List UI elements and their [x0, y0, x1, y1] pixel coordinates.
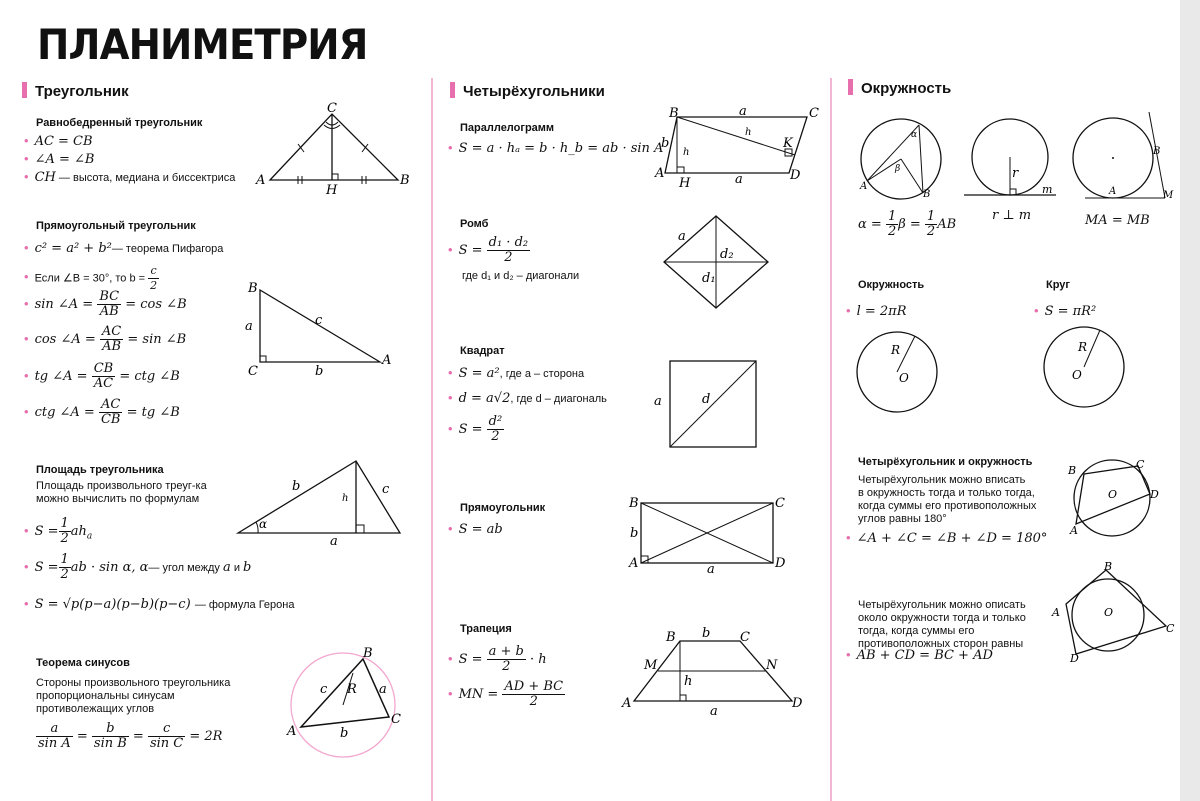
svg-text:a: a — [379, 682, 387, 697]
svg-text:B: B — [666, 630, 676, 645]
svg-text:a: a — [710, 704, 718, 719]
svg-text:B: B — [669, 106, 679, 121]
section-triangle: Треугольник — [22, 82, 129, 100]
rectangle-figure — [625, 495, 795, 575]
svg-text:d₁: d₁ — [702, 271, 716, 286]
trapezoid-title: Трапеция — [460, 623, 512, 635]
formula: • MN = $\frac{AD + BC}{2}$ — [448, 680, 565, 709]
svg-text:D: D — [1150, 488, 1159, 501]
sines-title: Теорема синусов — [36, 657, 130, 669]
svg-text:a: a — [245, 319, 253, 334]
svg-text:b: b — [702, 626, 711, 641]
tangent-figure — [960, 115, 1060, 210]
svg-text:h: h — [683, 147, 690, 158]
svg-text:c: c — [382, 482, 390, 497]
page-edge — [1180, 0, 1200, 801]
svg-text:d: d — [702, 392, 711, 407]
svg-text:A: A — [1052, 606, 1060, 619]
formula: • AC = CB — [24, 133, 93, 149]
svg-text:a: a — [735, 172, 743, 187]
svg-text:C: C — [740, 630, 750, 645]
formula: • sin ∠A = $\frac{BC}{AB}$ = cos ∠B — [24, 290, 187, 319]
svg-text:C: C — [775, 496, 785, 511]
svg-text:B: B — [1068, 464, 1077, 477]
formula: • S = a · hₐ = b · h_b = ab · sin A — [448, 140, 663, 156]
formula: • cos ∠A = $\frac{AC}{AB}$ = sin ∠B — [24, 325, 186, 354]
formula: • S = πR² — [1034, 303, 1096, 319]
inscribed-quad-figure — [1062, 458, 1167, 543]
svg-text:A: A — [287, 724, 297, 739]
svg-text:R: R — [347, 682, 357, 697]
svg-text:O: O — [1072, 368, 1082, 382]
isosceles-triangle-figure — [250, 100, 420, 198]
formula: • S = ab — [448, 521, 503, 537]
svg-text:D: D — [792, 696, 803, 711]
formula: • S = $\frac{\text{d²}}{2}$ — [448, 415, 504, 444]
svg-text:B: B — [363, 646, 373, 661]
formula: • S = $\frac{1}{2}$ $ah_a$ — [24, 517, 92, 546]
svg-text:D: D — [1070, 652, 1079, 665]
svg-text:O: O — [899, 371, 909, 385]
svg-text:C: C — [1136, 458, 1145, 471]
column-divider — [830, 78, 832, 801]
tangent-segments-figure — [1065, 110, 1180, 210]
svg-text:R: R — [1078, 340, 1088, 354]
sines-description: Стороны произвольного треугольника пропорциональны синусам противолежащих углов — [36, 677, 231, 715]
inscribed-angle-formula: α = $\frac{1}{2}$ β = $\frac{1}{2}$ AB — [858, 209, 957, 239]
tangent-segments-formula: MA = MB — [1085, 213, 1150, 228]
section-quadrilaterals: Четырёхугольники — [450, 82, 605, 100]
triangle-area-figure — [232, 455, 407, 549]
sines-figure — [285, 645, 415, 765]
rectangle-title: Прямоугольник — [460, 502, 546, 514]
formula: • S = a², где a – сторона — [448, 365, 584, 381]
tangent-formula: r ⊥ m — [992, 208, 1032, 223]
svg-text:A: A — [655, 166, 665, 181]
formula: • c² = a² + b²— теорема Пифагора — [24, 240, 223, 256]
formula: • Если ∠B = 30°, то b = $\frac{c}{2}$ — [24, 264, 159, 293]
svg-text:A: A — [1109, 186, 1117, 197]
svg-text:d₂: d₂ — [720, 247, 734, 262]
right-triangle-figure — [245, 280, 405, 380]
svg-text:B: B — [923, 189, 931, 200]
disk-figure — [1042, 325, 1127, 410]
circumscribed-quad-figure — [1048, 562, 1178, 667]
svg-text:r: r — [1012, 166, 1019, 181]
svg-text:R: R — [891, 343, 901, 357]
svg-text:a: a — [330, 534, 338, 549]
svg-text:C: C — [809, 106, 819, 121]
svg-text:h: h — [684, 674, 693, 689]
svg-text:b: b — [340, 726, 349, 741]
svg-text:m: m — [1042, 183, 1053, 196]
sines-formula: $\frac{a}{\text{sin A}}$ = $\frac{b}{\text{sin B}}$ = $\frac{c}{\text{sin C}}$ = 2R — [38, 721, 223, 751]
svg-text:c: c — [320, 682, 328, 697]
svg-text:B: B — [248, 281, 258, 296]
formula: • d = a√2, где d – диагональ — [448, 390, 607, 406]
formula: • ctg ∠A = $\frac{AC}{CB}$ = tg ∠B — [24, 398, 180, 427]
svg-text:C: C — [1166, 622, 1175, 635]
svg-text:B: B — [400, 173, 410, 188]
formula: • CH — высота, медиана и биссектриса — [24, 169, 235, 185]
svg-text:α: α — [259, 517, 268, 531]
svg-text:O: O — [1104, 606, 1114, 619]
svg-text:C: C — [391, 712, 401, 727]
inscribed-quad-description: Четырёхугольник можно вписать в окружность тогда и только тогда, когда суммы его противоположных углов равны 180° — [858, 474, 1037, 525]
inscribed-quad-title: Четырёхугольник и окружность — [858, 456, 1033, 468]
formula: • S = √p(p−a)(p−b)(p−c) — формула Герона — [24, 596, 294, 612]
svg-text:M: M — [1163, 190, 1174, 201]
trapezoid-figure — [622, 625, 807, 720]
circumference-figure — [855, 330, 940, 415]
svg-text:a: a — [678, 229, 686, 244]
svg-text:B: B — [1104, 560, 1113, 573]
svg-text:D: D — [775, 556, 786, 571]
svg-text:β: β — [895, 164, 901, 174]
svg-text:C: C — [327, 101, 337, 116]
parallelogram-figure — [655, 105, 825, 190]
parallelogram-title: Параллелограмм — [460, 122, 555, 134]
svg-text:h: h — [745, 127, 752, 138]
svg-text:B: B — [1153, 146, 1161, 157]
svg-text:h: h — [342, 493, 349, 504]
svg-text:A: A — [1070, 524, 1078, 537]
formula: • AB + CD = BC + AD — [846, 647, 993, 663]
formula: • tg ∠A = $\frac{CB}{AC}$ = ctg ∠B — [24, 362, 180, 391]
formula: • l = 2πR — [846, 303, 906, 319]
svg-text:A: A — [860, 181, 868, 192]
rhombus-title: Ромб — [460, 218, 489, 230]
formula: • ∠A = ∠B — [24, 151, 94, 167]
svg-text:H: H — [679, 176, 691, 191]
svg-text:D: D — [790, 168, 801, 183]
svg-text:M: M — [644, 658, 658, 673]
svg-text:a: a — [654, 394, 662, 409]
svg-text:B: B — [629, 496, 639, 511]
column-divider — [431, 78, 433, 801]
svg-text:O: O — [1108, 488, 1118, 501]
svg-text:K: K — [783, 136, 793, 151]
inscribed-angle-figure — [855, 115, 950, 210]
area-description: Площадь произвольного треуг-ка можно вычислить по формулам — [36, 480, 207, 505]
svg-text:N: N — [766, 658, 778, 673]
svg-text:α: α — [911, 130, 918, 140]
isosceles-title: Равнобедренный треугольник — [36, 117, 203, 129]
svg-text:A: A — [382, 353, 392, 368]
svg-text:A: A — [622, 696, 632, 711]
rhombus-figure — [660, 210, 780, 310]
section-circle: Окружность — [848, 79, 951, 97]
circumscribed-quad-description: Четырёхугольник можно описать около окружности тогда и только тогда, когда суммы его противоположных сторон равны — [858, 599, 1026, 650]
svg-text:A: A — [629, 556, 639, 571]
svg-text:b: b — [661, 136, 670, 151]
circumference-title: Окружность — [858, 279, 925, 291]
formula: • ∠A + ∠C = ∠B + ∠D = 180° — [846, 530, 1047, 546]
disk-title: Круг — [1046, 279, 1070, 291]
svg-text:H: H — [326, 183, 338, 198]
page-title: ПЛАНИМЕТРИЯ — [37, 20, 368, 69]
svg-text:C: C — [248, 364, 258, 379]
formula: • S = $\frac{1}{2}$ ab · sin α, α— угол между a и b — [24, 553, 251, 582]
svg-text:A: A — [256, 173, 266, 188]
rhombus-note: где d₁ и d₂ – диагонали — [462, 270, 580, 282]
svg-text:b: b — [630, 526, 639, 541]
square-figure — [650, 355, 765, 455]
formula: • S = $\frac{a + b}{2}$ · h — [448, 645, 547, 674]
svg-text:b: b — [292, 479, 301, 494]
area-title: Площадь треугольника — [36, 464, 164, 476]
svg-text:a: a — [707, 562, 715, 577]
svg-text:a: a — [739, 104, 747, 119]
svg-text:c: c — [315, 313, 323, 328]
svg-text:b: b — [315, 364, 324, 379]
right-triangle-title: Прямоугольный треугольник — [36, 220, 196, 232]
formula: • S = $\frac{\text{d₁ · d₂}}{2}$ — [448, 236, 530, 265]
square-title: Квадрат — [460, 345, 505, 357]
